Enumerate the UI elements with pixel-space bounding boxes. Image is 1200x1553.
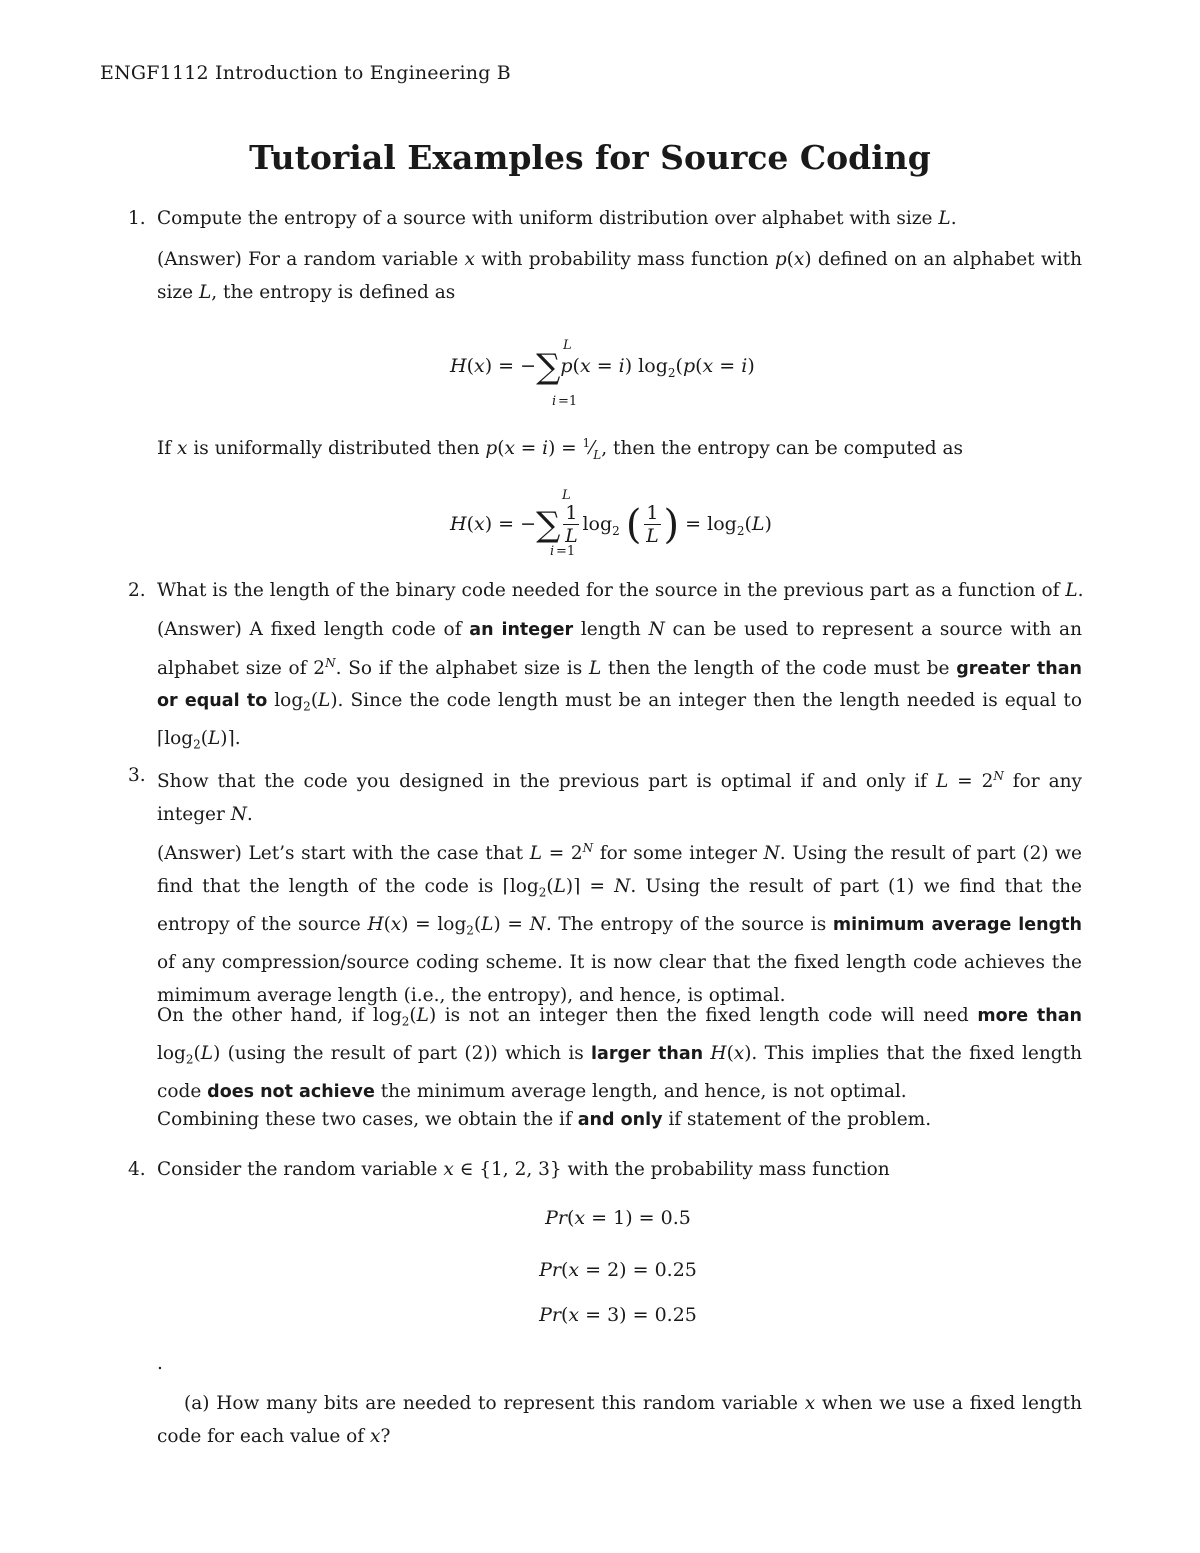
document-title: Tutorial Examples for Source Coding (249, 138, 931, 177)
q1-question: Compute the entropy of a source with uniform distribution over alphabet with size L. (157, 208, 957, 229)
q2-number: 2. (128, 580, 146, 601)
q3-answer-case2: On the other hand, if $\log_2(L)$ is not an integer then the fixed length code will need more than $\log_2(L)$ (using the result of part (2)) which is larger than H(x). This implies that the fixed length code does not achieve the minimum average length, and hence, is not optimal. (157, 1005, 1082, 1103)
uniform-entropy-equation: L i =1 H(x) = −∑ $\frac{1}{L}$ $\log_2$ ( $\frac{1}{L}$ ) = $\log_2(L)$ (450, 488, 772, 559)
page-header: ENGF1112 Introduction to Engineering B (100, 62, 511, 84)
q1-number: 1. (128, 208, 146, 229)
stray-period: . (157, 1353, 163, 1374)
q4-part-a: (a) How many bits are needed to represent this random variable x when we use a fixed length code for each value of x? (157, 1393, 1082, 1447)
q3-question: Show that the code you designed in the previous part is optimal if and only if $L = 2^N$ for any integer N. (157, 769, 1082, 825)
q3-answer-case1: (Answer) Let’s start with the case that $L = 2^N$ for some integer N. Using the result of part (2) we find that the length of the code is $⌈\log_2(L)⌉ = N$. Using the result of part (1) we find that the entropy of the source $H(x) = \log_2(L) = N$. The entropy of the source is minimum average length of any compression/source coding scheme. It is now clear that the fixed length code achieves the mimimum average length (i.e., the entropy), and hence, is optimal. (157, 841, 1082, 1006)
q1-answer-intro: (Answer) For a random variable x with probability mass function p(x) defined on an alphabet with size L, the entropy is defined as (157, 249, 1083, 303)
q2-question: What is the length of the binary code needed for the source in the previous part as a function of L. (157, 580, 1084, 601)
entropy-definition-equation: L i =1 H(x) = −∑p(x = i) $\log_2(p(x = i)$ (450, 338, 755, 409)
q4-number: 4. (128, 1159, 146, 1180)
q2-answer: (Answer) A fixed length code of an integer length N can be used to represent a source with an alphabet size of $2^N$. So if the alphabet size is L then the length of the code must be greater than or equal to $\log_2(L)$. Since the code length must be an integer then the length needed is equal to $⌈\log_2(L)⌉$. (157, 619, 1082, 753)
pmf-line-2: Pr(x = 2) = 0.25 (539, 1259, 697, 1281)
pmf-line-1: Pr(x = 1) = 0.5 (545, 1207, 691, 1229)
q1-answer-uniform: If x is uniformally distributed then $p(x = i) = ^1⁄_L$, then the entropy can be computed as (157, 436, 964, 462)
q3-answer-conclusion: Combining these two cases, we obtain the if and only if statement of the problem. (157, 1109, 932, 1130)
q4-question: Consider the random variable x ∈ {1, 2, 3} with the probability mass function (157, 1159, 890, 1180)
pmf-line-3: Pr(x = 3) = 0.25 (539, 1304, 697, 1326)
q3-number: 3. (128, 765, 146, 786)
